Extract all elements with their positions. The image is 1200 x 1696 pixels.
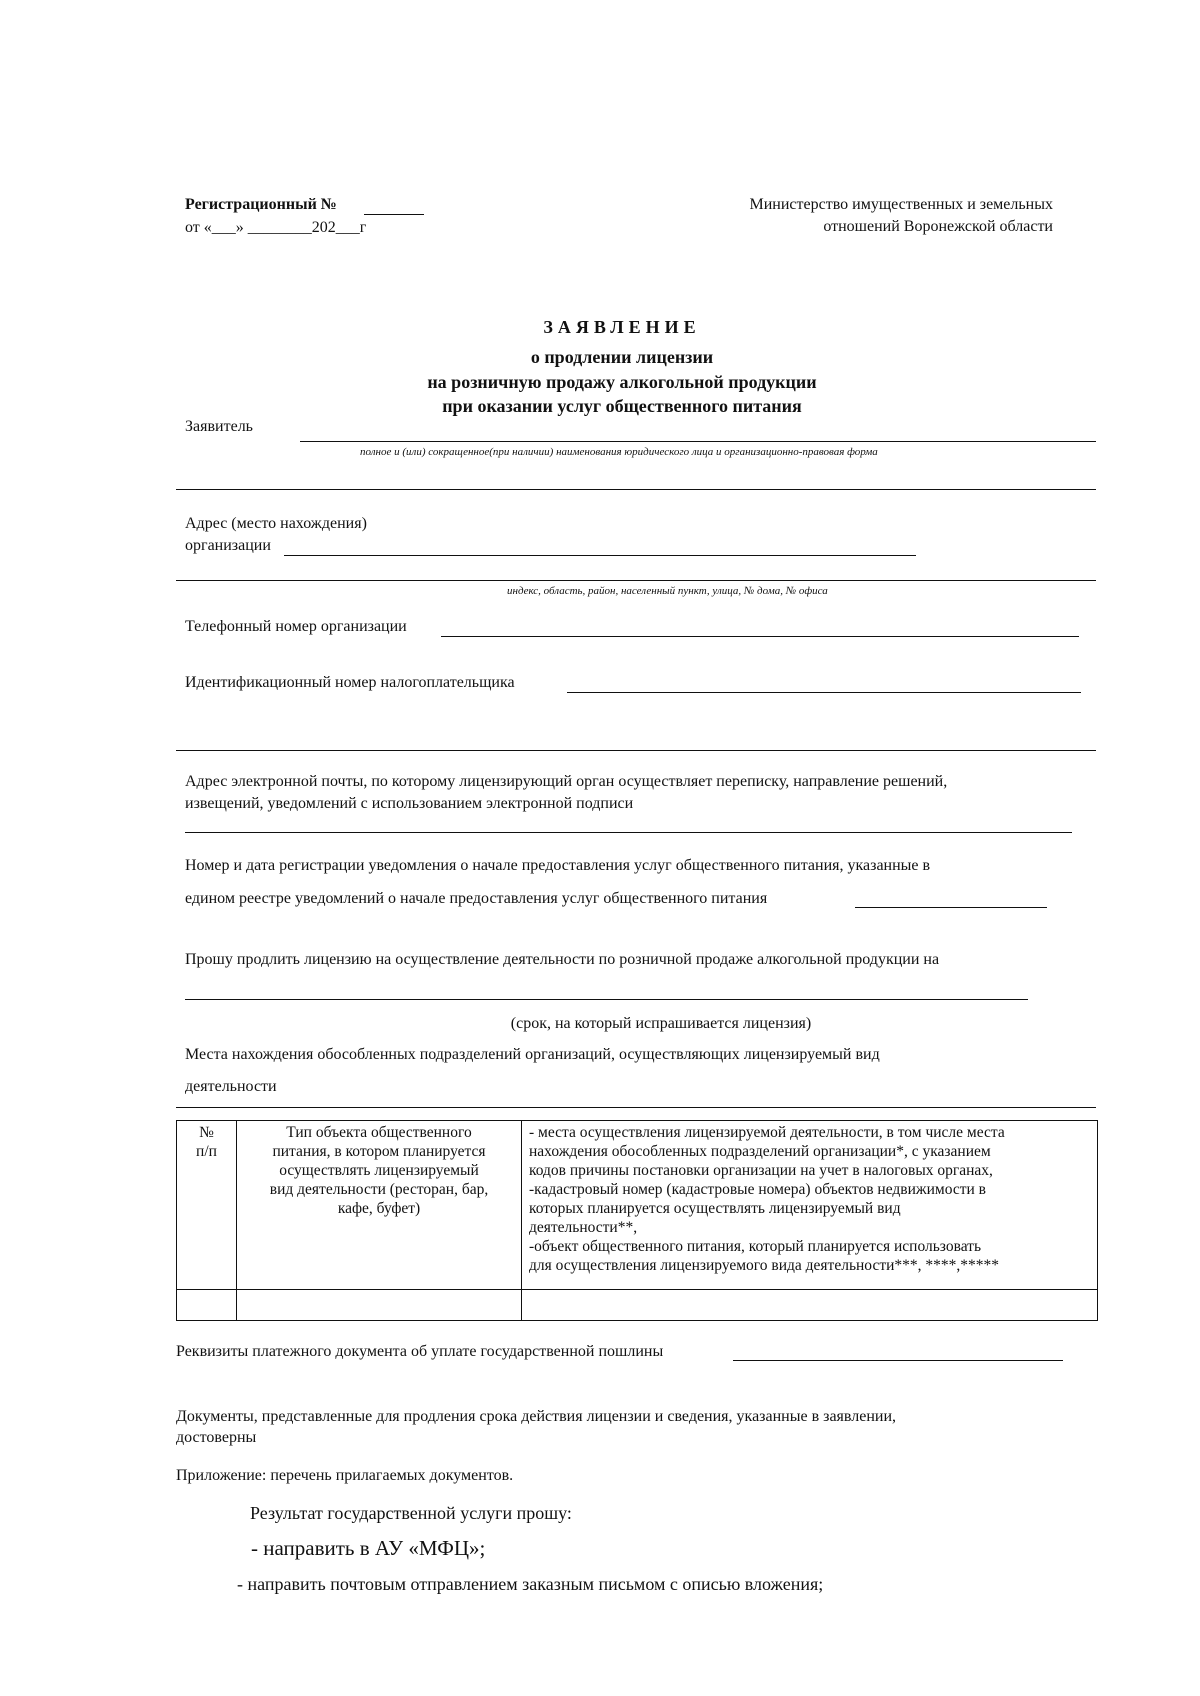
result-option-mfc[interactable]: - направить в АУ «МФЦ»; — [251, 1536, 486, 1560]
inn-field[interactable] — [567, 692, 1081, 693]
locations-label-line2: деятельности — [185, 1078, 277, 1095]
result-option-mail[interactable]: - направить почтовым отправлением заказным письмом с описью вложения; — [237, 1574, 824, 1594]
address-label-line1: Адрес (место нахождения) — [185, 515, 367, 532]
col-locations-header: - места осуществления лицензируемой деятельности, в том числе места нахождения обособленных подразделений организации*, с указанием кодов причины постановки организации на учет в налоговых органах, -кадастровый номер (кадастровые номера) объектов недвижимости в которых планируется осуществлять лицензируемый вид деятельности**, -объект общественного питания, который планируется использовать для осуществления лицензируемого вида деятельности***, ****,***** — [522, 1121, 1098, 1290]
reg-number-field[interactable] — [364, 214, 424, 215]
locations-label-line1: Места нахождения обособленных подразделений организаций, осуществляющих лицензируемый вид — [185, 1046, 880, 1063]
document-title: ЗАЯВЛЕНИЕ — [543, 317, 701, 337]
title-line1: о продлении лицензии — [530, 347, 714, 367]
address-label-line2: организации — [185, 537, 271, 554]
applicant-label: Заявитель — [185, 418, 253, 435]
email-field[interactable] — [185, 832, 1072, 833]
col-object-type-header: Тип объекта общественного питания, в котором планируется осуществлять лицензируемый вид деятельности (ресторан, бар, кафе, буфет) — [237, 1121, 522, 1290]
term-hint: (срок, на который испрашивается лицензия) — [510, 1015, 812, 1032]
ministry-line2: отношений Воронежской области — [823, 218, 1053, 235]
notice-label-line1: Номер и дата регистрации уведомления о начале предоставления услуг общественного питания, указанные в — [185, 857, 931, 874]
phone-field[interactable] — [441, 636, 1079, 637]
subdivisions-table — [176, 1120, 1098, 1321]
locations-field[interactable] — [176, 1107, 1096, 1108]
cell-number[interactable] — [177, 1290, 237, 1321]
documents-line1: Документы, представленные для продления срока действия лицензии и сведения, указанные в заявлении, — [176, 1408, 897, 1425]
result-heading: Результат государственной услуги прошу: — [250, 1503, 572, 1523]
payment-field[interactable] — [733, 1360, 1063, 1361]
applicant-field-line2[interactable] — [176, 489, 1096, 490]
cell-locations[interactable] — [522, 1290, 1098, 1321]
payment-label: Реквизиты платежного документа об уплате государственной пошлины — [176, 1343, 664, 1360]
documents-line2: достоверны — [176, 1429, 257, 1446]
reg-number-label: Регистрационный № — [185, 196, 337, 213]
phone-label: Телефонный номер организации — [185, 618, 407, 635]
separator-line — [176, 750, 1096, 751]
applicant-hint: полное и (или) сокращенное(при наличии) наименования юридического лица и организационно-правовая форма — [360, 446, 878, 458]
request-text: Прошу продлить лицензию на осуществление деятельности по розничной продаже алкогольной продукции на — [185, 951, 940, 968]
table-row — [177, 1290, 1098, 1321]
notice-field[interactable] — [855, 907, 1047, 908]
term-field[interactable] — [185, 999, 1028, 1000]
appendix-text: Приложение: перечень прилагаемых документов. — [176, 1467, 514, 1484]
title-line2: на розничную продажу алкогольной продукции — [427, 372, 817, 392]
cell-object-type[interactable] — [237, 1290, 522, 1321]
applicant-field[interactable] — [300, 441, 1096, 442]
address-field[interactable] — [284, 555, 916, 556]
inn-label: Идентификационный номер налогоплательщика — [185, 674, 515, 691]
email-label-line1: Адрес электронной почты, по которому лицензирующий орган осуществляет переписку, направление решений, — [185, 773, 948, 790]
email-label-line2: извещений, уведомлений с использованием электронной подписи — [185, 795, 634, 812]
ministry-line1: Министерство имущественных и земельных — [749, 196, 1053, 213]
col-number-header: № п/п — [177, 1121, 237, 1290]
title-line3: при оказании услуг общественного питания — [442, 396, 802, 416]
address-field-line2[interactable] — [176, 580, 1096, 581]
notice-label-line2: едином реестре уведомлений о начале предоставления услуг общественного питания — [185, 890, 768, 907]
address-hint: индекс, область, район, населенный пункт, улица, № дома, № офиса — [507, 585, 828, 597]
reg-date-label: от «___» ________202___г — [185, 219, 367, 236]
table-header-row — [177, 1121, 1098, 1290]
